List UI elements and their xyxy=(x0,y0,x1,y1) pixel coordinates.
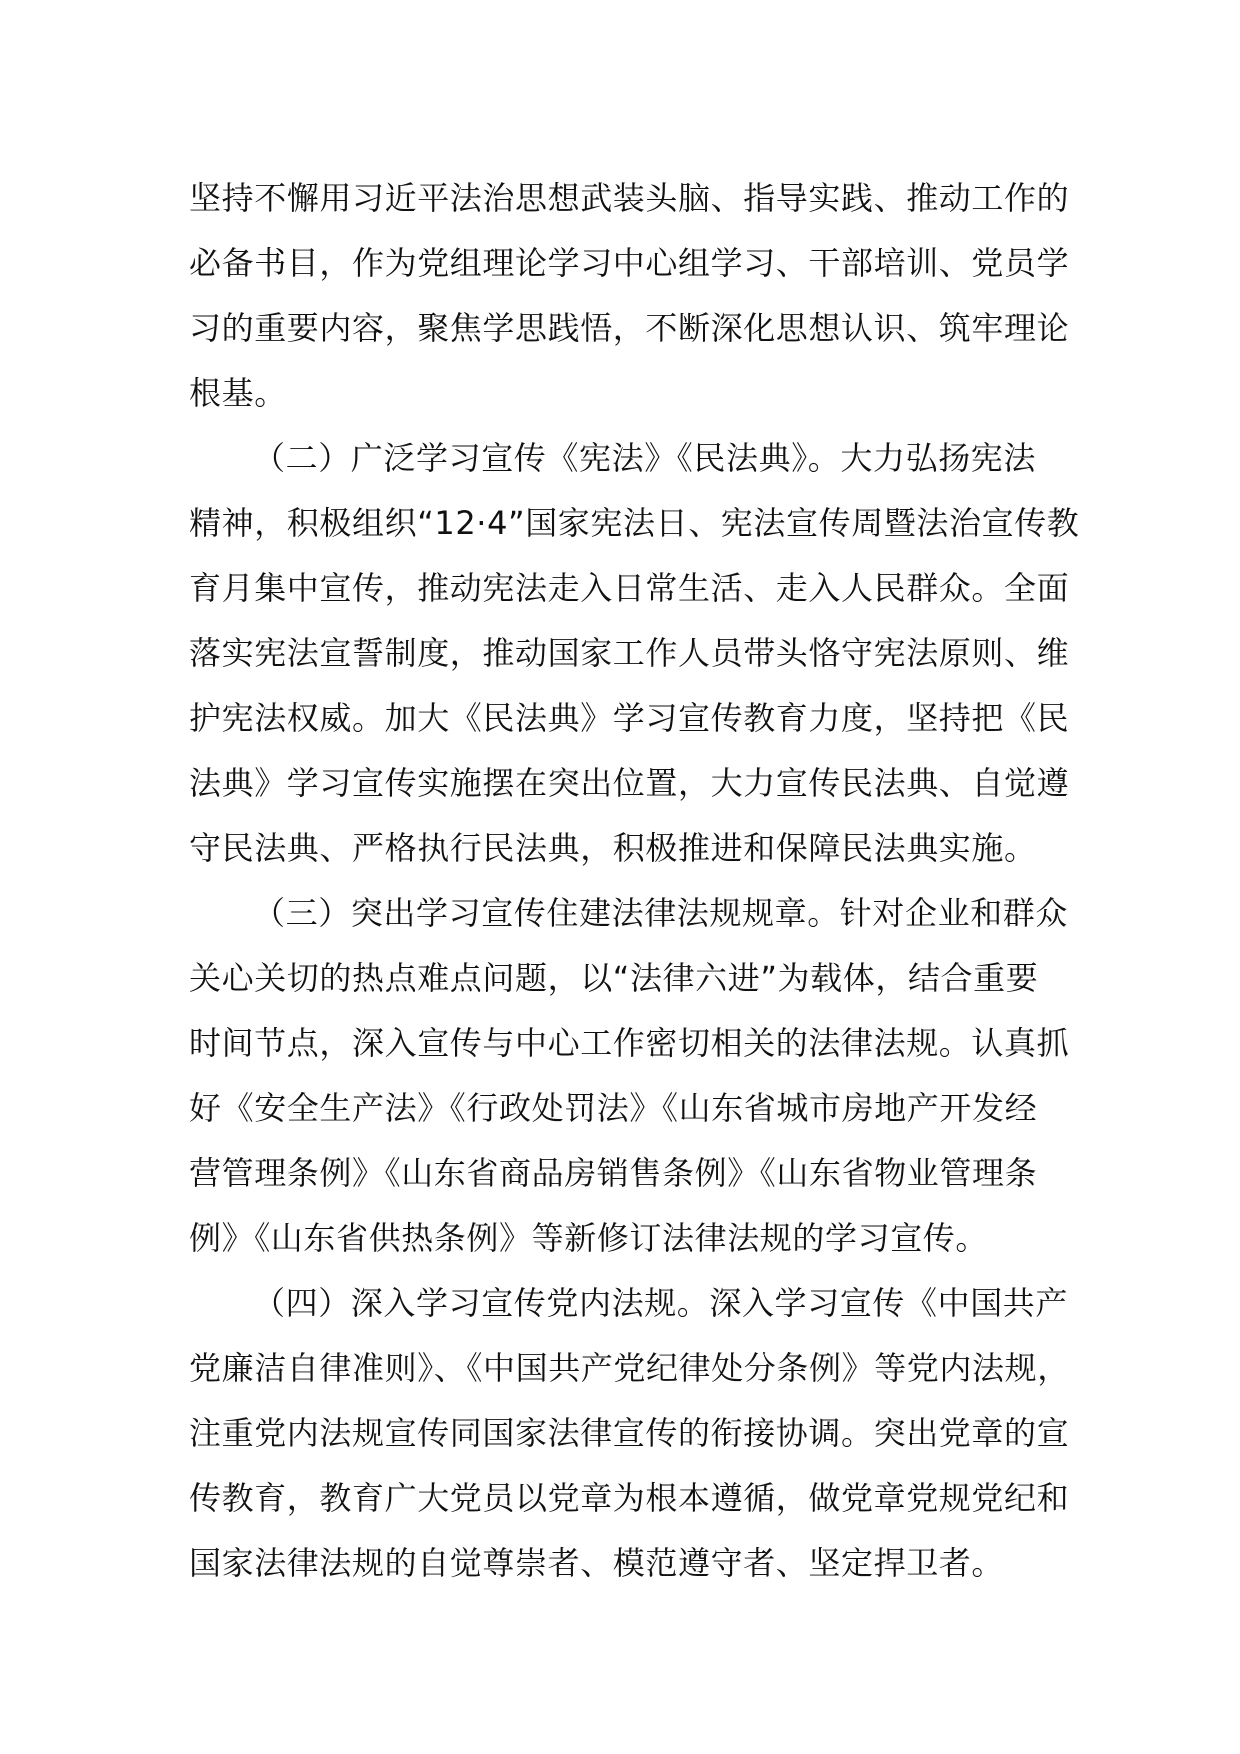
text-line: 习的重要内容，聚焦学思践悟，不断深化思想认识、筑牢理论 xyxy=(189,309,1070,347)
document-body xyxy=(189,166,1089,1596)
text-line: 育月集中宣传，推动宪法走入日常生活、走入人民群众。全面 xyxy=(189,569,1070,607)
text-line: 好《安全生产法》《行政处罚法》《山东省城市房地产开发经 xyxy=(189,1089,1038,1127)
text-line: 必备书目，作为党组理论学习中心组学习、干部培训、党员学 xyxy=(189,244,1070,282)
text-line: 法典》学习宣传实施摆在突出位置，大力宣传民法典、自觉遵 xyxy=(189,764,1070,802)
text-line: 营管理条例》《山东省商品房销售条例》《山东省物业管理条 xyxy=(189,1154,1038,1192)
text-line: 注重党内法规宣传同国家法律宣传的衔接协调。突出党章的宣 xyxy=(189,1414,1070,1452)
section-heading-line: （二）广泛学习宣传《宪法》《民法典》。大力弘扬宪法 xyxy=(253,439,1037,477)
text-line: 国家法律法规的自觉尊崇者、模范遵守者、坚定捍卫者。 xyxy=(189,1544,1005,1582)
text-line: 时间节点，深入宣传与中心工作密切相关的法律法规。认真抓 xyxy=(189,1024,1070,1062)
text-line: 落实宪法宣誓制度，推动国家工作人员带头恪守宪法原则、维 xyxy=(189,634,1070,672)
section-heading-line: （三）突出学习宣传住建法律法规规章。针对企业和群众 xyxy=(253,894,1069,932)
text-line: 守民法典、严格执行民法典，积极推进和保障民法典实施。 xyxy=(189,829,1037,867)
section-heading-line: （四）深入学习宣传党内法规。深入学习宣传《中国共产 xyxy=(253,1284,1069,1322)
text-line: 关心关切的热点难点问题，以“法律六进”为载体，结合重要 xyxy=(189,959,1039,997)
text-line: 精神，积极组织“12·4”国家宪法日、宪法宣传周暨法治宣传教 xyxy=(189,504,1080,542)
text-line: 根基。 xyxy=(189,374,287,412)
text-line: 传教育，教育广大党员以党章为根本遵循，做党章党规党纪和 xyxy=(189,1479,1070,1517)
text-line: 党廉洁自律准则》、《中国共产党纪律处分条例》等党内法规， xyxy=(189,1349,1070,1387)
text-line: 坚持不懈用习近平法治思想武装头脑、指导实践、推动工作的 xyxy=(189,179,1070,217)
text-line: 护宪法权威。加大《民法典》学习宣传教育力度，坚持把《民 xyxy=(189,699,1070,737)
text-line: 例》《山东省供热条例》等新修订法律法规的学习宣传。 xyxy=(189,1219,989,1257)
